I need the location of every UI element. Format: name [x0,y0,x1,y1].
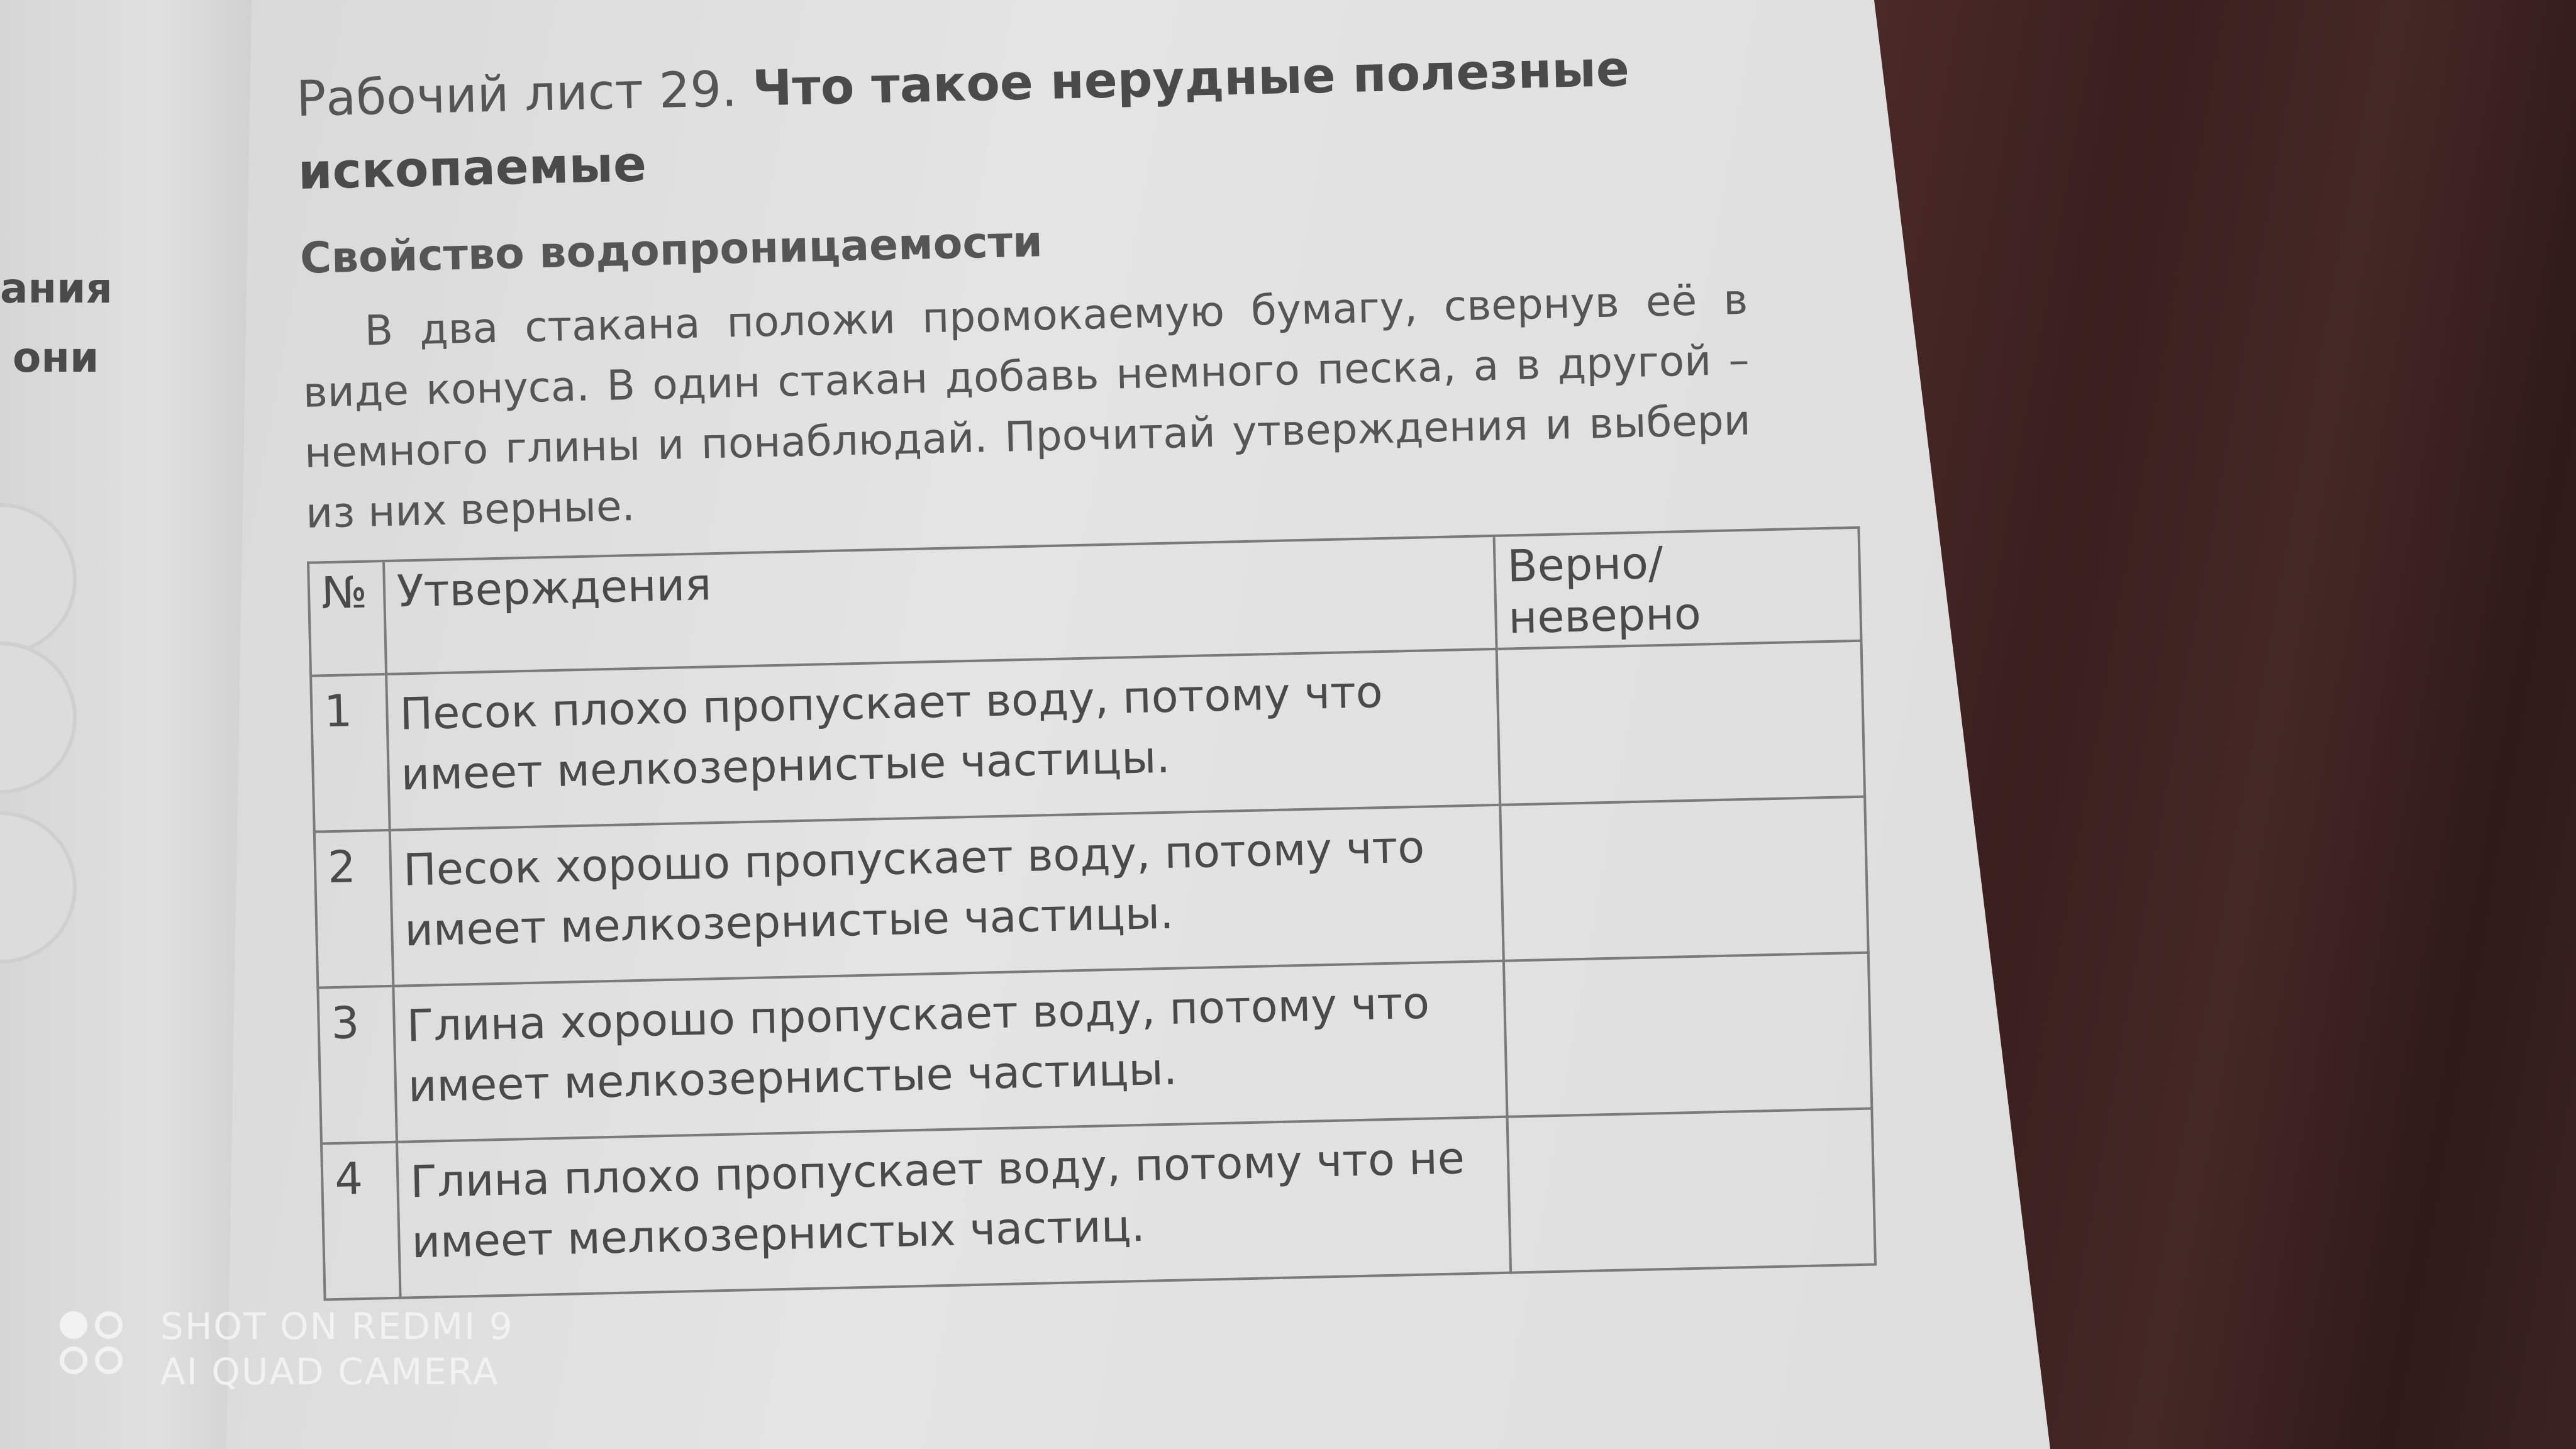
camera-lens-icon [60,1311,135,1380]
worksheet-title-prefix: Рабочий лист 29. [296,61,738,128]
row-statement: Глина хорошо пропускает воду, потому что имеет мелкозернистые частицы. [393,961,1507,1142]
header-verdict: Верно/неверно [1494,528,1862,649]
page-decoration-circle [0,503,77,655]
left-page-text-fragment: они [13,333,99,382]
page-decoration-circle [0,811,77,963]
worksheet-title-bold: Что такое нерудные полезные ископаемые [297,40,1630,201]
row-verdict-cell[interactable] [1500,797,1868,961]
instruction-body: В два стакана положи промокаемую бумагу, свернув её в виде конуса. В один стакан добавь немного песка, а в другой – немного глины и понаблюдай. Прочитай утверждения и выбери из них верные. [303,275,1752,538]
watermark-line-1: SHOT ON REDMI 9 [160,1305,514,1348]
row-verdict-cell[interactable] [1504,953,1872,1117]
left-book-page [0,0,264,1449]
page-decoration-circle [0,641,77,794]
row-statement: Песок хорошо пропускает воду, потому что имеет мелкозернистые частицы. [390,805,1504,986]
watermark-line-2: AI QUAD CAMERA [160,1350,499,1393]
instruction-text [301,270,1753,544]
section-subtitle: Свойство водопроницаемости [299,217,1043,284]
row-verdict-cell[interactable] [1497,641,1865,805]
statements-table [307,526,1877,1301]
header-statement: Утверждения [384,536,1497,674]
worksheet-content [296,28,1845,1301]
left-page-text-fragment: ания [0,264,113,313]
row-verdict-cell[interactable] [1507,1109,1875,1273]
header-number: № [308,561,386,676]
row-number: 3 [318,986,397,1144]
row-statement: Глина плохо пропускает воду, потому что не имеет мелкозернистых частиц. [397,1117,1511,1298]
row-number: 1 [311,674,390,832]
row-statement: Песок плохо пропускает воду, потому что имеет мелкозернистые частицы. [386,649,1500,830]
row-number: 4 [321,1142,401,1300]
row-number: 2 [314,830,394,988]
